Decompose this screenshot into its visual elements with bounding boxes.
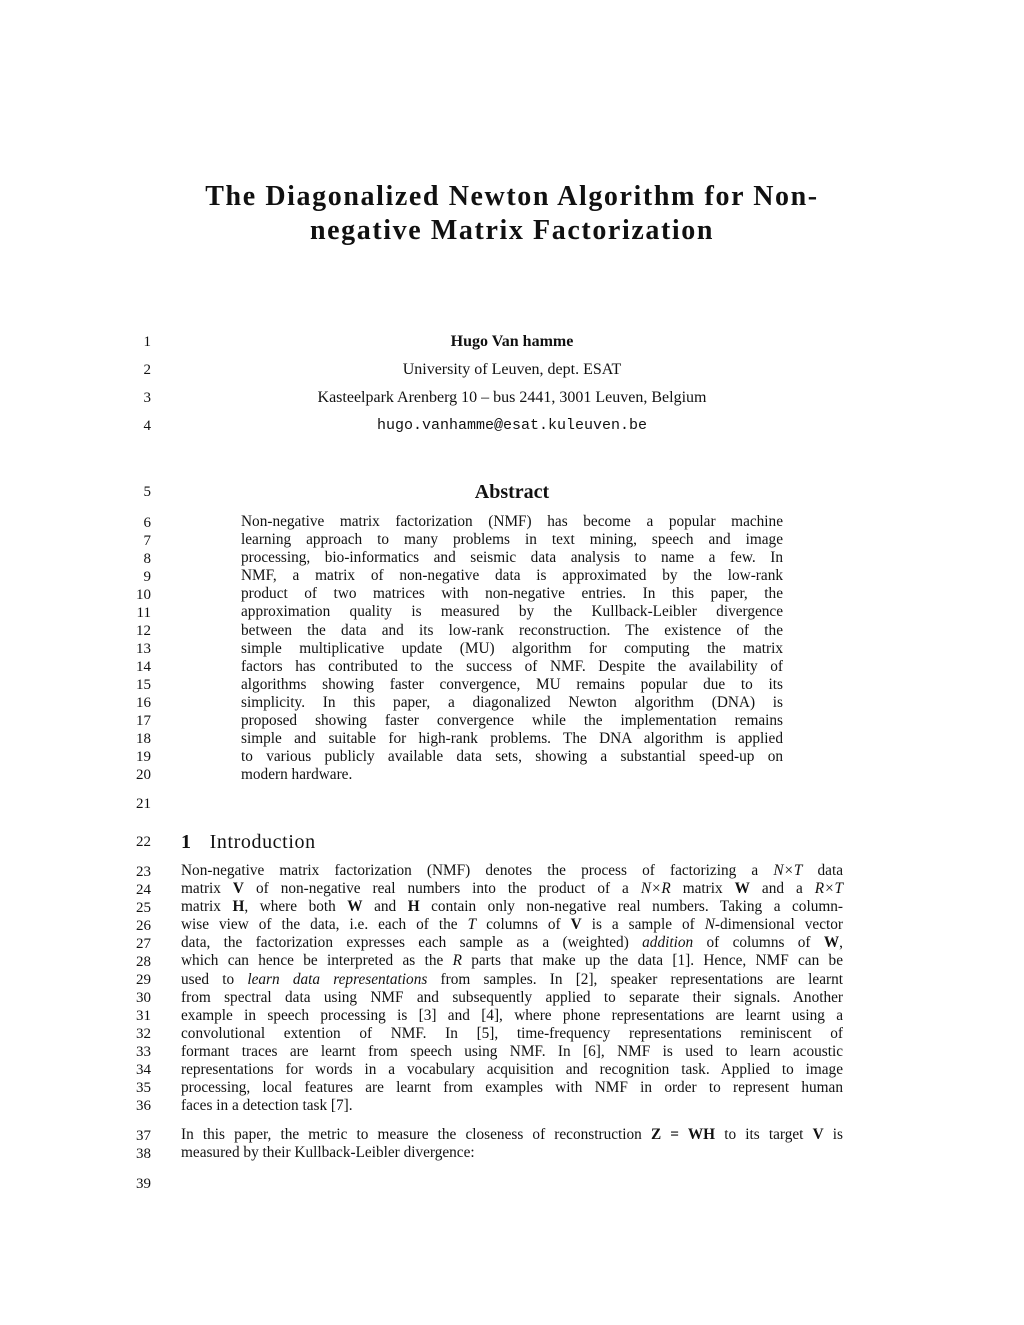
line-number: 20 [136,767,151,783]
line-number: 13 [136,641,151,657]
author-address: Kasteelpark Arenberg 10 – bus 2441, 3001 Leuven, Belgium [317,389,707,406]
line-number: 31 [136,1008,151,1024]
line-number: 1 [143,334,151,350]
line-number: 18 [136,731,151,747]
line-number: 34 [136,1062,151,1078]
line-number: 24 [136,882,151,898]
line-number: 38 [136,1146,151,1162]
line-number: 17 [136,713,151,729]
line-number: 4 [143,418,151,434]
line-number: 7 [143,533,151,549]
line-number: 8 [143,551,151,567]
intro-paragraph-1: Non-negative matrix factorization (NMF) denotes the process of factorizing a N×T data matrix V of non-negative real numbers into the product of a N×R matrix W and a R×T matrix H, where both W and H contain only non-negative real numbers. Taking a column- wise view of the data, i.e. each of the T columns of V is a sample of N-dimensional vector data, the factorization expresses each sample as a (weighted) addition of columns of W, which can hence be interpreted as the R parts that make up the data [1]. Hence, NMF can be used to learn data representations from samples. In [2], speaker representations are learnt from spectral data using NMF and subsequently applied to separate their signals. Another example in speech processing is [3] and [4], where phone representations are learnt using a convolutional extention of NMF. In [5], time-frequency representations reminiscent of formant traces are learnt from speech using NMF. In [6], NMF is used to learn acoustic representations for words in a vocabulary acquisition and recognition task. Applied to image processing, local features are learnt from examples with NMF in order to represent human faces in a detection task [7]. [181,862,843,1115]
intro-paragraph-2: In this paper, the metric to measure the closeness of reconstruction Z = WH to its target V is measured by their Kullback-Leibler divergence: [181,1126,843,1162]
abstract-body: Non-negative matrix factorization (NMF) has become a popular machine learning approach to many problems in text mining, speech and image processing, bio-informatics and seismic data analysis to name a few. In NMF, a matrix of non-negative data is approximated by the low-rank product of two matrices with non-negative entries. In this paper, the approximation quality is measured by the Kullback-Leibler divergence between the data and its low-rank reconstruction. The existence of the simple multiplicative update (MU) algorithm for computing the matrix factors has contributed to the success of NMF. Despite the availability of algorithms showing faster convergence, MU remains popular due to its simplicity. In this paper, a diagonalized Newton algorithm (DNA) is proposed showing faster convergence while the implementation remains simple and suitable for high-rank problems. The DNA algorithm is applied to various publicly available data sets, showing a substantial speed-up on modern hardware. [241,513,783,784]
line-number: 26 [136,918,151,934]
author-name: Hugo Van hamme [450,333,574,350]
line-number: 16 [136,695,151,711]
line-number: 29 [136,972,151,988]
paper-title: The Diagonalized Newton Algorithm for Non- negative Matrix Factorization [205,181,819,246]
line-number: 14 [136,659,151,675]
line-number: 33 [136,1044,151,1060]
line-number: 32 [136,1026,151,1042]
line-number: 28 [136,954,151,970]
line-number: 21 [136,796,151,812]
line-number: 30 [136,990,151,1006]
author-affiliation: University of Leuven, dept. ESAT [402,361,622,378]
section-number: 1 [181,831,192,853]
line-number: 27 [136,936,151,952]
line-number: 19 [136,749,151,765]
line-number: 5 [143,484,151,500]
line-number: 25 [136,900,151,916]
line-number: 23 [136,864,151,880]
line-number: 12 [136,623,151,639]
line-number: 15 [136,677,151,693]
line-number: 11 [136,605,151,621]
section-title: Introduction [209,831,316,853]
line-number: 6 [143,515,151,531]
line-number: 39 [136,1176,151,1192]
line-number: 36 [136,1098,151,1114]
section-heading [181,830,316,854]
line-number: 9 [143,569,151,585]
line-number: 37 [136,1128,151,1144]
abstract-heading: Abstract [474,481,550,503]
line-number: 22 [136,834,151,850]
line-number: 3 [143,390,151,406]
line-number: 2 [143,362,151,378]
line-number: 10 [136,587,151,603]
author-email[interactable]: hugo.vanhamme@esat.kuleuven.be [376,417,648,434]
line-number: 35 [136,1080,151,1096]
